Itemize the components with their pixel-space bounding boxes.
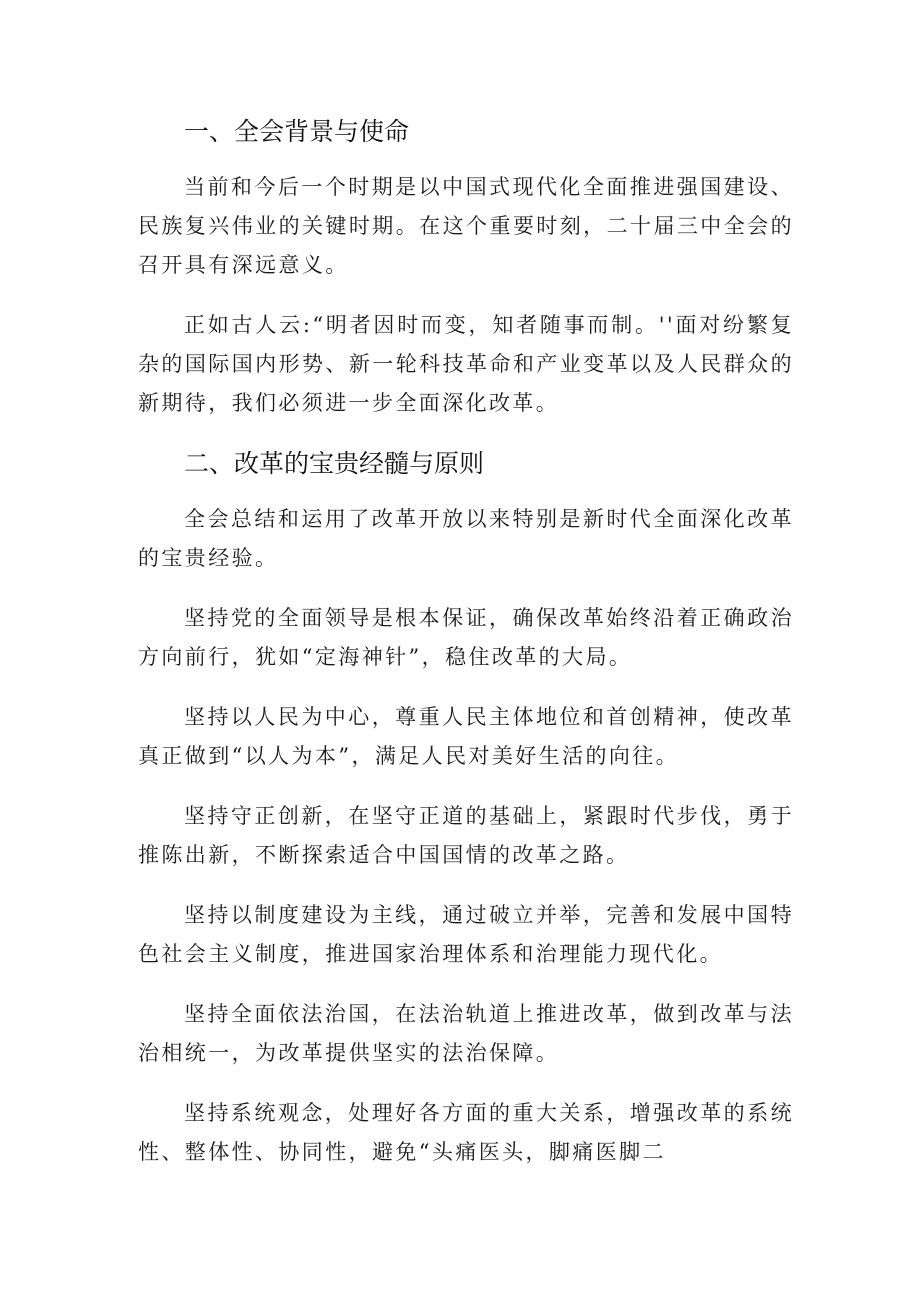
paragraph: 坚持全面依法治国，在法治轨道上推进改革，做到改革与法治相统一，为改革提供坚实的法治保障。 (138, 1002, 794, 1065)
paragraph: 当前和今后一个时期是以中国式现代化全面推进强国建设、民族复兴伟业的关键时期。在这个重要时刻，二十届三中全会的召开具有深远意义。 (138, 175, 794, 277)
paragraph: 正如古人云:“明者因时而变，知者随事而制。''面对纷繁复杂的国际国内形势、新一轮科技革命和产业变革以及人民群众的新期待，我们必须进一步全面深化改革。 (138, 313, 794, 415)
paragraph: 坚持以人民为中心，尊重人民主体地位和首创精神，使改革真正做到“以人为本”，满足人民对美好生活的向往。 (138, 705, 794, 768)
section-heading-1: 一、全会背景与使命 (184, 117, 410, 146)
paragraph: 全会总结和运用了改革开放以来特别是新时代全面深化改革的宝贵经验。 (138, 507, 794, 570)
paragraph: 坚持以制度建设为主线，通过破立并举，完善和发展中国特色社会主义制度，推进国家治理体系和治理能力现代化。 (138, 903, 794, 966)
section-heading-2: 二、改革的宝贵经髓与原则 (184, 449, 485, 478)
paragraph: 坚持党的全面领导是根本保证，确保改革始终沿着正确政治方向前行，犹如“定海神针”，稳住改革的大局。 (138, 606, 794, 669)
paragraph: 坚持守正创新，在坚守正道的基础上，紧跟时代步伐，勇于推陈出新，不断探索适合中国国情的改革之路。 (138, 804, 794, 867)
paragraph: 坚持系统观念，处理好各方面的重大关系，增强改革的系统性、整体性、协同性，避免“头痛医头，脚痛医脚二 (138, 1101, 794, 1164)
document-body (138, 112, 794, 1193)
